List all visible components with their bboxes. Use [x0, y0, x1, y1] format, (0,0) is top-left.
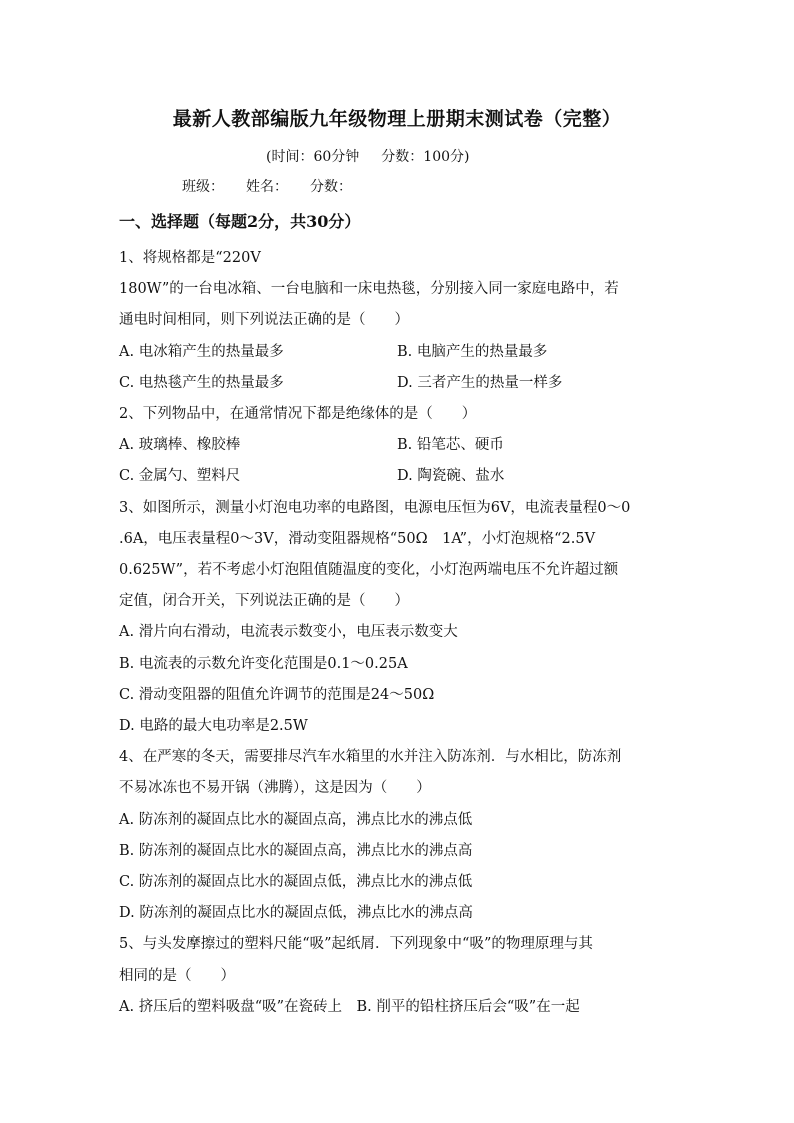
question-4-option-a: A. 防冻剂的凝固点比水的凝固点高，沸点比水的沸点低	[119, 812, 473, 828]
question-4-option-b: B. 防冻剂的凝固点比水的凝固点高，沸点比水的沸点高	[119, 843, 473, 859]
question-5-options-ab: A. 挤压后的塑料吸盘“吸”在瓷砖上 B. 削平的铅柱挤压后会“吸”在一起	[119, 999, 580, 1015]
question-4-line-1: 4、在严寒的冬天，需要排尽汽车水箱里的水并注入防冻剂．与水相比，防冻剂	[119, 749, 622, 765]
question-2-option-d: D. 陶瓷碗、盐水	[397, 468, 505, 484]
score-label: 分数：	[310, 179, 352, 195]
question-4-option-d: D. 防冻剂的凝固点比水的凝固点低，沸点比水的沸点高	[119, 905, 473, 921]
question-3-line-1: 3、如图所示，测量小灯泡电功率的电路图，电源电压恒为6V，电流表量程0～0	[119, 500, 631, 516]
question-3-option-b: B. 电流表的示数允许变化范围是0.1～0.25A	[119, 656, 408, 672]
question-1-option-b: B. 电脑产生的热量最多	[397, 344, 548, 360]
section-heading: 一、选择题（每题2分，共30分）	[119, 212, 361, 231]
question-5-line-2: 相同的是（ ）	[119, 968, 235, 984]
question-2-option-a: A. 玻璃棒、橡胶棒	[119, 437, 241, 453]
question-1-line-2: 180W”的一台电冰箱、一台电脑和一床电热毯，分别接入同一家庭电路中，若	[119, 281, 619, 297]
question-1-line-3: 通电时间相同，则下列说法正确的是（ ）	[119, 312, 409, 328]
score-total-label: 分数：100分)	[381, 149, 470, 165]
question-2-option-b: B. 铅笔芯、硬币	[397, 437, 504, 453]
exam-subtitle	[266, 146, 491, 166]
page-title: 最新人教部编版九年级物理上册期末测试卷（完整）	[172, 108, 622, 130]
question-2-option-c: C. 金属勺、塑料尺	[119, 468, 241, 484]
student-info	[182, 176, 374, 196]
question-3-option-d: D. 电路的最大电功率是2.5W	[119, 718, 308, 734]
question-3-option-c: C. 滑动变阻器的阻值允许调节的范围是24～50Ω	[119, 687, 435, 703]
question-1-option-a: A. 电冰箱产生的热量最多	[119, 344, 284, 360]
question-3-line-2: .6A，电压表量程0～3V，滑动变阻器规格“50Ω 1A”，小灯泡规格“2.5V	[119, 531, 596, 547]
time-label: (时间：60分钟	[266, 149, 360, 165]
question-2-line-1: 2、下列物品中，在通常情况下都是绝缘体的是（ ）	[119, 406, 477, 422]
name-label: 姓名：	[246, 179, 288, 195]
question-1-line-1: 1、将规格都是“220V	[119, 250, 261, 266]
question-5-line-1: 5、与头发摩擦过的塑料尺能“吸”起纸屑．下列现象中“吸”的物理原理与其	[119, 936, 593, 952]
question-1-option-c: C. 电热毯产生的热量最多	[119, 375, 284, 391]
question-4-option-c: C. 防冻剂的凝固点比水的凝固点低，沸点比水的沸点低	[119, 874, 473, 890]
question-3-line-4: 定值，闭合开关，下列说法正确的是（ ）	[119, 593, 409, 609]
class-label: 班级：	[182, 179, 224, 195]
question-4-line-2: 不易冰冻也不易开锅（沸腾），这是因为（ ）	[119, 780, 431, 796]
question-3-option-a: A. 滑片向右滑动，电流表示数变小，电压表示数变大	[119, 624, 458, 640]
question-1-option-d: D. 三者产生的热量一样多	[397, 375, 563, 391]
question-3-line-3: 0.625W”，若不考虑小灯泡阻值随温度的变化，小灯泡两端电压不允许超过额	[119, 562, 619, 578]
